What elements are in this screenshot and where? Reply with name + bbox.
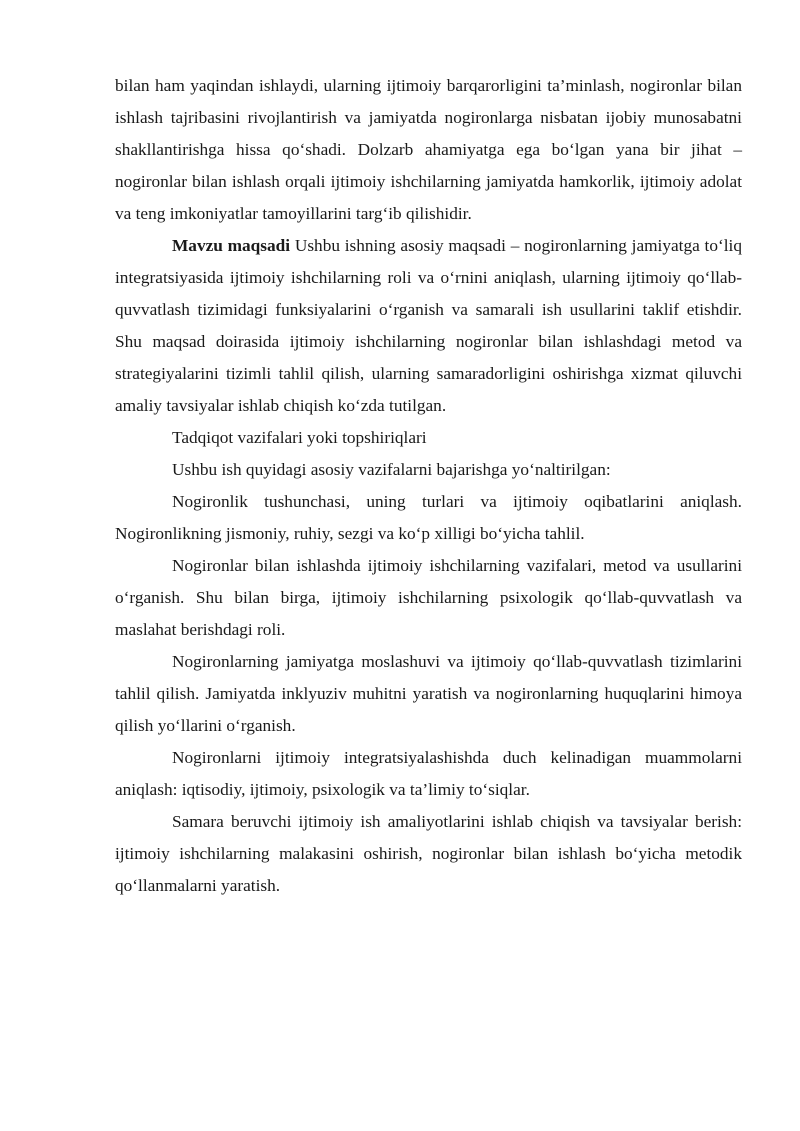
paragraph-tasks-heading [115,422,742,454]
paragraph-goal [115,230,742,422]
paragraph-tasks-intro [115,454,742,486]
paragraph-text: bilan ham yaqindan ishlaydi, ularning ijtimoiy barqarorligini ta’minlash, nogironlar bilan ishlash tajribasini rivojlantirish va jamiyatda nogironlarga nisbatan ijobiy munosabatni shakllantirishga hissa qo‘shadi. Dolzarb ahamiyatga ega bo‘lgan yana bir jihat – nogironlar bilan ishlash orqali ijtimoiy ishchilarning jamiyatda hamkorlik, ijtimoiy adolat va teng imkoniyatlar tamoyillarini targ‘ib qilishidir. [115,76,742,223]
paragraph-text: Nogironlik tushunchasi, uning turlari va ijtimoiy oqibatlarini aniqlash. Nogironlikning jismoniy, ruhiy, sezgi va ko‘p xilligi bo‘yicha tahlil. [115,492,742,543]
paragraph-text: Samara beruvchi ijtimoiy ish amaliyotlarini ishlab chiqish va tavsiyalar berish: ijtimoiy ishchilarning malakasini oshirish, nogironlar bilan ishlash bo‘yicha metodik qo‘llanmalarni yaratish. [115,812,742,895]
paragraph-text: Nogironlar bilan ishlashda ijtimoiy ishchilarning vazifalari, metod va usullarini o‘rganish. Shu bilan birga, ijtimoiy ishchilarning psixologik qo‘llab-quvvatlash va maslahat berishdagi roli. [115,556,742,639]
paragraph-task-5 [115,806,742,902]
paragraph-task-3 [115,646,742,742]
document-page [115,70,742,902]
paragraph-task-4 [115,742,742,806]
paragraph-text: Ushbu ish quyidagi asosiy vazifalarni bajarishga yo‘naltirilgan: [172,460,611,479]
paragraph-task-2 [115,550,742,646]
goal-heading: Mavzu maqsadi [172,236,291,255]
paragraph-text: Ushbu ishning asosiy maqsadi – nogironlarning jamiyatga to‘liq integratsiyasida ijtimoiy ishchilarning roli va o‘rnini aniqlash, ularning ijtimoiy qo‘llab-quvvatlash tizimidagi funksiyalarini o‘rganish va samarali ish usullarini taklif etishdir. Shu maqsad doirasida ijtimoiy ishchilarning nogironlar bilan ishlashdagi metod va strategiyalarini tizimli tahlil qilish, ularning samaradorligini oshirishga xizmat qiluvchi amaliy tavsiyalar ishlab chiqish ko‘zda tutilgan. [115,236,742,415]
paragraph-text: Nogironlarning jamiyatga moslashuvi va ijtimoiy qo‘llab-quvvatlash tizimlarini tahlil qilish. Jamiyatda inklyuziv muhitni yaratish va nogironlarning huquqlarini himoya qilish yo‘llarini o‘rganish. [115,652,742,735]
paragraph-text: Tadqiqot vazifalari yoki topshiriqlari [172,428,427,447]
paragraph-task-1 [115,486,742,550]
paragraph-continuation [115,70,742,230]
paragraph-text: Nogironlarni ijtimoiy integratsiyalashishda duch kelinadigan muammolarni aniqlash: iqtisodiy, ijtimoiy, psixologik va ta’limiy to‘siqlar. [115,748,742,799]
